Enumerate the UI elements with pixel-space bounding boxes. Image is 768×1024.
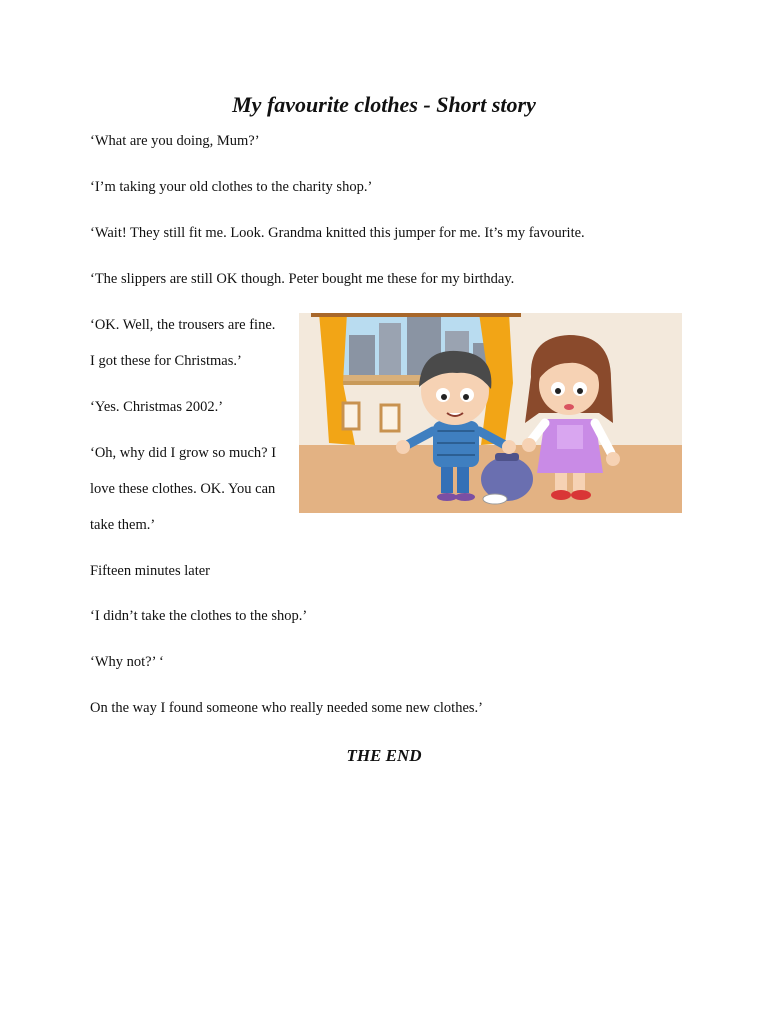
story-line: love these clothes. OK. You can: [90, 481, 276, 497]
story-line: ‘Wait! They still fit me. Look. Grandma knitted this jumper for me. It’s my favourite.: [90, 225, 585, 241]
story-line: ‘The slippers are still OK though. Peter bought me these for my birthday.: [90, 271, 515, 287]
story-line: ‘I didn’t take the clothes to the shop.’: [90, 608, 308, 624]
story-line: ‘Yes. Christmas 2002.’: [90, 399, 224, 415]
story-line: ‘Why not?’ ‘: [90, 654, 164, 670]
story-line: ‘Oh, why did I grow so much? I: [90, 445, 277, 461]
story-illustration: [299, 313, 682, 513]
story-line: On the way I found someone who really needed some new clothes.’: [90, 700, 483, 716]
the-end-heading: THE END: [346, 746, 422, 765]
story-line: ‘OK. Well, the trousers are fine.: [90, 317, 276, 333]
story-line: ‘What are you doing, Mum?’: [90, 133, 260, 149]
story-line: take them.’: [90, 517, 156, 533]
cartoon-boy-and-mum-with-bag-icon: [299, 313, 682, 513]
page-title: My favourite clothes - Short story: [232, 92, 536, 117]
story-line: Fifteen minutes later: [90, 563, 210, 579]
story-line: I got these for Christmas.’: [90, 353, 242, 369]
story-line: ‘I’m taking your old clothes to the charity shop.’: [90, 179, 373, 195]
